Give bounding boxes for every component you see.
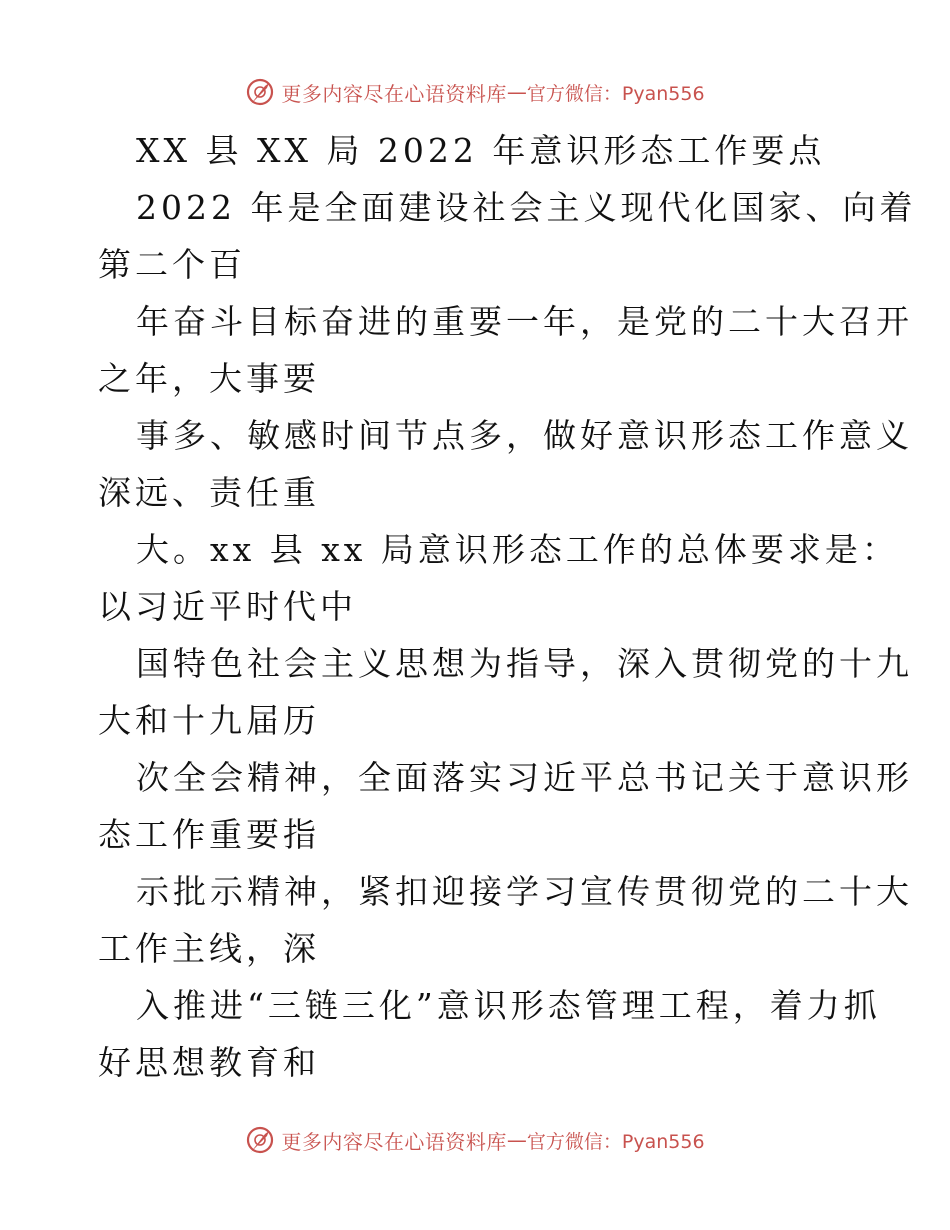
- paragraph-line: 第二个百: [98, 245, 246, 284]
- paragraph-line: 以习近平时代中: [98, 587, 357, 626]
- watermark-promo-text: 更多内容尽在心语资料库: [281, 1129, 507, 1154]
- paragraph-line: 国特色社会主义思想为指导，深入贯彻党的十九: [136, 644, 913, 683]
- document-body: [98, 122, 917, 1091]
- watermark-promo-text: 更多内容尽在心语资料库: [281, 81, 507, 106]
- paragraph-line: 2022 年是全面建设社会主义现代化国家、向着: [136, 188, 917, 227]
- watermark-separator: —: [506, 1128, 527, 1152]
- paragraph-line: 好思想教育和: [98, 1043, 320, 1082]
- watermark-wechat-text: 官方微信：Pyan556: [526, 1130, 705, 1153]
- watermark-separator: —: [506, 80, 527, 104]
- paragraph-line: 大。xx 县 xx 局意识形态工作的总体要求是：: [136, 530, 899, 569]
- watermark-footer: [0, 1120, 950, 1160]
- paragraph-line: 事多、敏感时间节点多，做好意识形态工作意义: [136, 416, 913, 455]
- paragraph-line: 深远、责任重: [98, 473, 320, 512]
- paragraph-line: 次全会精神，全面落实习近平总书记关于意识形: [136, 758, 913, 797]
- paragraph-line: 入推进“三链三化”意识形态管理工程，着力抓: [136, 986, 881, 1025]
- paragraph-line: 态工作重要指: [98, 815, 320, 854]
- paragraph-line: 示批示精神，紧扣迎接学习宣传贯彻党的二十大: [136, 872, 913, 911]
- quill-circle-icon: [245, 77, 275, 107]
- watermark-header: [0, 72, 950, 112]
- paragraph-line: 大和十九届历: [98, 701, 320, 740]
- paragraph-line: 之年，大事要: [98, 359, 320, 398]
- quill-circle-icon: [245, 1125, 275, 1155]
- watermark-wechat-text: 官方微信：Pyan556: [526, 82, 705, 105]
- paragraph-line: 工作主线，深: [98, 929, 320, 968]
- document-title: XX 县 XX 局 2022 年意识形态工作要点: [136, 131, 826, 170]
- paragraph-line: 年奋斗目标奋进的重要一年，是党的二十大召开: [136, 302, 913, 341]
